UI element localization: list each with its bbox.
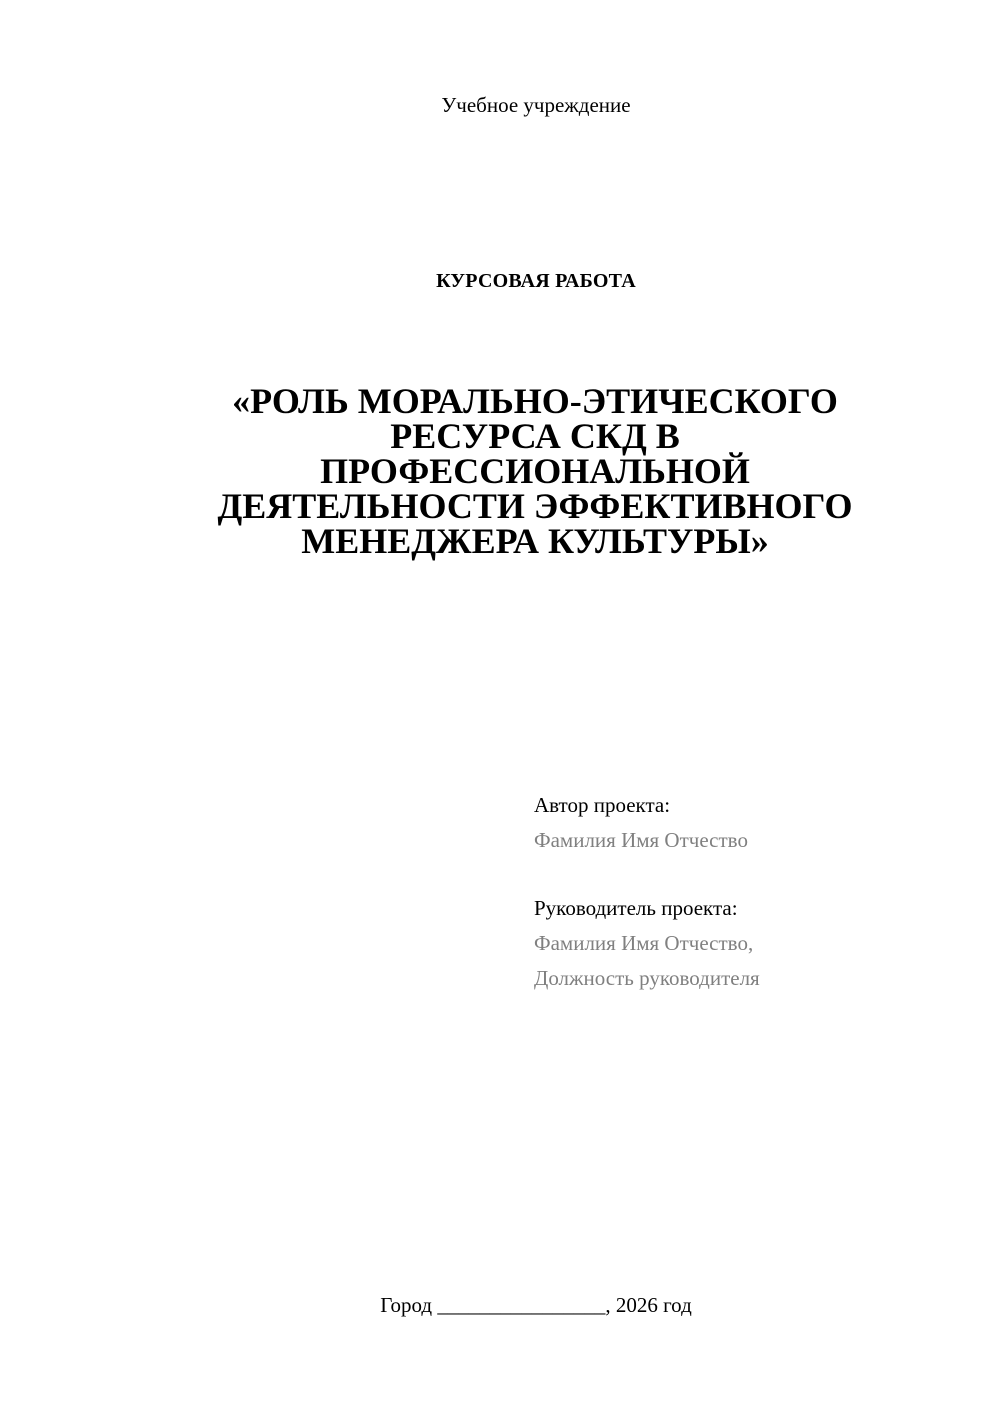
document-type: КУРСОВАЯ РАБОТА [436,270,636,292]
title-line: МЕНЕДЖЕРА КУЛЬТУРЫ» [301,521,769,561]
city-year-line: Город ________________, 2026 год [380,1293,692,1317]
institution-name: Учебное учреждение [441,93,631,117]
title-line: «РОЛЬ МОРАЛЬНО-ЭТИЧЕСКОГО [232,381,838,421]
supervisor-label: Руководитель проекта: [534,896,738,920]
title-line: ДЕЯТЕЛЬНОСТИ ЭФФЕКТИВНОГО [217,486,853,526]
supervisor-position: Должность руководителя [534,966,760,990]
document-title [170,381,900,561]
author-label: Автор проекта: [534,793,671,817]
title-line: ПРОФЕССИОНАЛЬНОЙ [320,451,750,491]
credits-block [534,788,974,996]
credits-spacer [534,858,974,891]
author-name: Фамилия Имя Отчество [534,828,748,852]
title-line: РЕСУРСА СКД В [390,416,680,456]
supervisor-name: Фамилия Имя Отчество, [534,931,754,955]
